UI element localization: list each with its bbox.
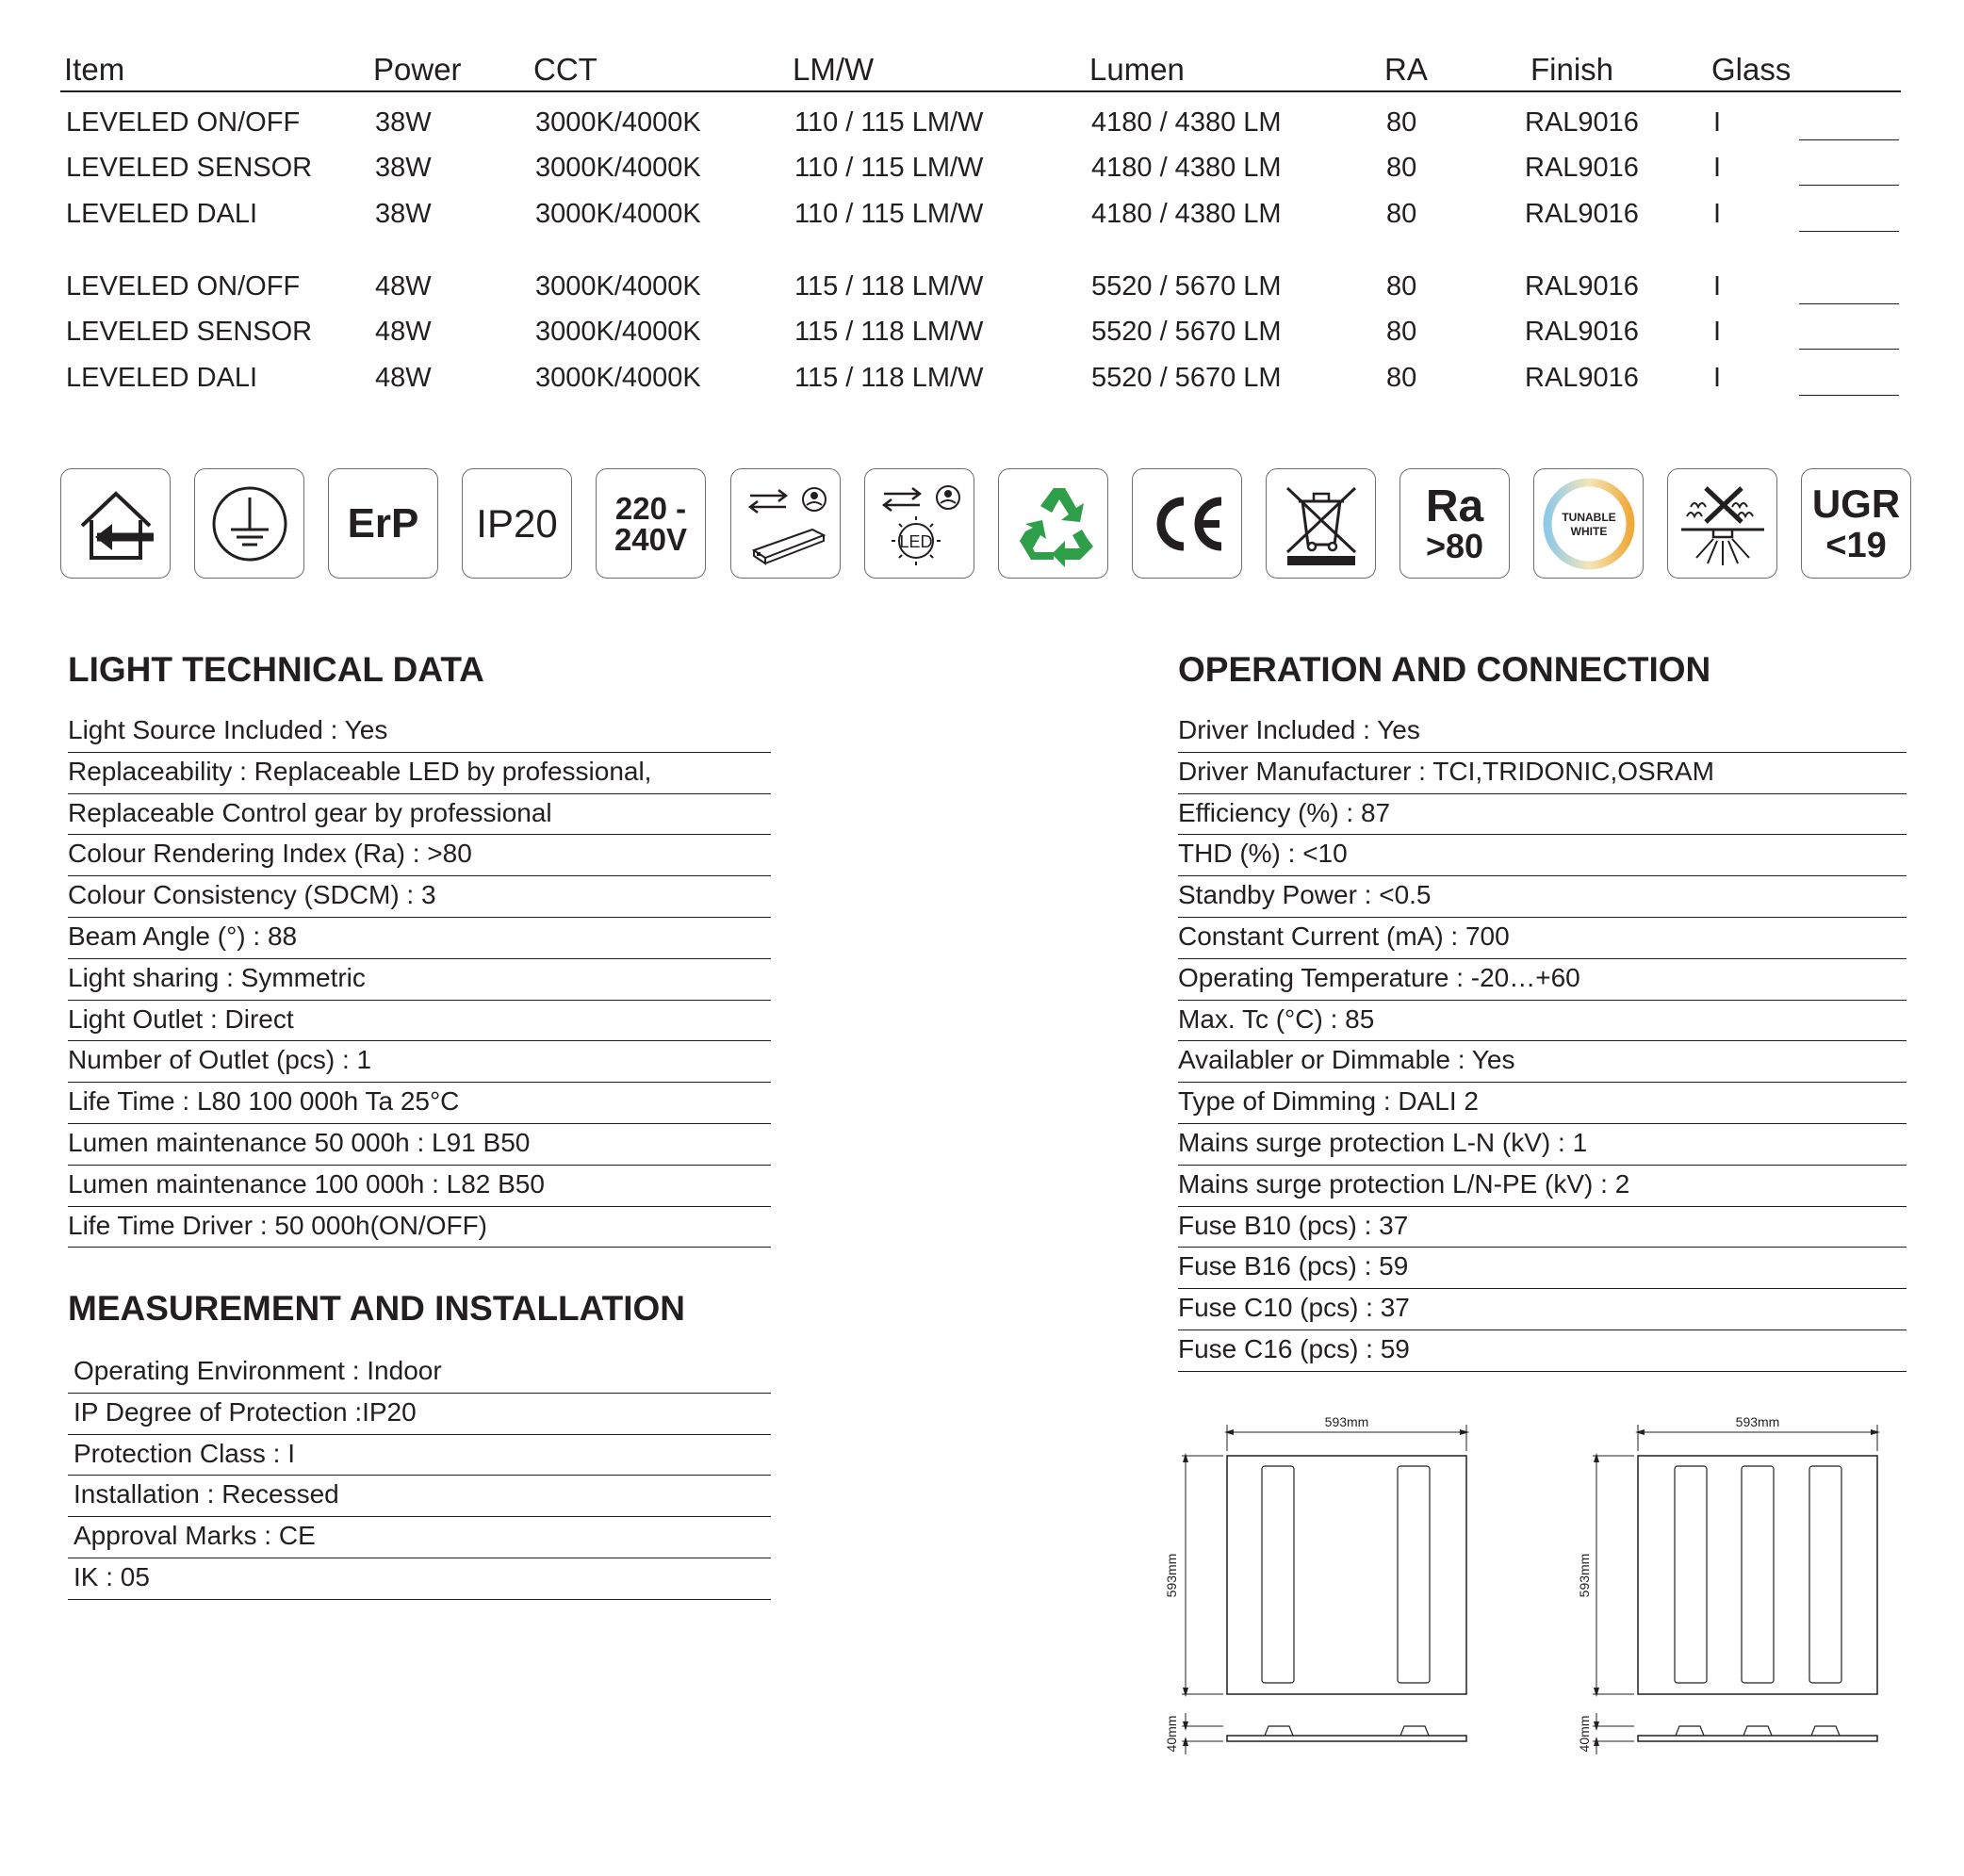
list-item: Beam Angle (°) : 88: [68, 918, 771, 959]
recycle-icon: [998, 468, 1108, 579]
glass-blank-line: [1799, 139, 1899, 140]
cell-ra: 80: [1386, 363, 1417, 393]
cell-ra: 80: [1386, 107, 1417, 138]
list-item: Mains surge protection L/N-PE (kV) : 2: [1178, 1166, 1907, 1207]
width-label: 593mm: [1324, 1414, 1369, 1429]
cell-ra: 80: [1386, 271, 1417, 302]
cell-cct: 3000K/4000K: [535, 199, 701, 229]
cell-lumen: 5520 / 5670 LM: [1091, 363, 1282, 393]
voltage-icon: [596, 468, 706, 579]
cell-cct: 3000K/4000K: [535, 363, 701, 393]
list-item: Fuse B10 (pcs) : 37: [1178, 1207, 1907, 1248]
col-header-item: Item: [64, 52, 125, 87]
table-row: [60, 271, 1901, 309]
dimension-drawing-2-strip: [1164, 1404, 1478, 1786]
width-label: 593mm: [1735, 1414, 1780, 1429]
list-item: THD (%) : <10: [1178, 835, 1907, 876]
list-item: Installation : Recessed: [68, 1476, 771, 1517]
cell-lumen: 4180 / 4380 LM: [1091, 199, 1282, 229]
list-item: Colour Rendering Index (Ra) : >80: [68, 835, 771, 876]
cell-item: LEVELED ON/OFF: [66, 107, 301, 138]
no-insulation-cover-icon: [1667, 468, 1777, 579]
ip20-icon: [462, 468, 572, 579]
cell-lmw: 110 / 115 LM/W: [794, 107, 984, 138]
col-header-finish: Finish: [1530, 52, 1614, 87]
list-item: Mains surge protection L-N (kV) : 1: [1178, 1124, 1907, 1166]
table-row: [60, 153, 1901, 190]
list-item: Efficiency (%) : 87: [1178, 794, 1907, 836]
list-item: Operating Environment : Indoor: [68, 1352, 771, 1394]
table-row: [60, 317, 1901, 354]
light-technical-title: LIGHT TECHNICAL DATA: [68, 650, 484, 689]
cell-lmw: 110 / 115 LM/W: [794, 153, 984, 183]
list-item: Lumen maintenance 50 000h : L91 B50: [68, 1124, 771, 1166]
list-item: IP Degree of Protection :IP20: [68, 1394, 771, 1435]
cell-ra: 80: [1386, 317, 1417, 347]
col-header-power: Power: [373, 52, 462, 87]
list-item: Standby Power : <0.5: [1178, 876, 1907, 918]
list-item: Protection Class : I: [68, 1435, 771, 1476]
erp-icon: [328, 468, 438, 579]
ra-icon: [1399, 468, 1510, 579]
cell-lumen: 4180 / 4380 LM: [1091, 153, 1282, 183]
list-item: Light Outlet : Direct: [68, 1001, 771, 1042]
ra-line2: >80: [1425, 526, 1484, 565]
list-item: Number of Outlet (pcs) : 1: [68, 1041, 771, 1083]
list-item: Life Time : L80 100 000h Ta 25°C: [68, 1083, 771, 1124]
list-item: Approval Marks : CE: [68, 1517, 771, 1558]
list-item: Operating Temperature : -20…+60: [1178, 959, 1907, 1001]
ra-line1: Ra: [1425, 481, 1484, 531]
cell-item: LEVELED SENSOR: [66, 317, 313, 347]
cell-cct: 3000K/4000K: [535, 153, 701, 183]
list-item: Fuse B16 (pcs) : 59: [1178, 1248, 1907, 1289]
cell-item: LEVELED DALI: [66, 199, 258, 229]
operation-title: OPERATION AND CONNECTION: [1178, 650, 1711, 689]
cell-glass: I: [1713, 153, 1722, 183]
certification-icons: [60, 468, 1917, 581]
cell-lmw: 115 / 118 LM/W: [794, 271, 984, 302]
ugr-line2: <19: [1825, 525, 1887, 565]
glass-blank-line: [1799, 349, 1899, 350]
list-item: Max. Tc (°C) : 85: [1178, 1001, 1907, 1042]
replaceable-driver-icon: [730, 468, 841, 579]
table-row: [60, 363, 1901, 400]
ce-mark-icon: [1132, 468, 1242, 579]
cell-power: 48W: [375, 363, 432, 393]
ugr-icon: [1801, 468, 1911, 579]
cell-finish: RAL9016: [1525, 317, 1639, 347]
cell-lmw: 115 / 118 LM/W: [794, 317, 984, 347]
cell-ra: 80: [1386, 153, 1417, 183]
dimension-drawing-3-strip: [1579, 1404, 1890, 1786]
list-item: Fuse C10 (pcs) : 37: [1178, 1289, 1907, 1330]
col-header-lumen: Lumen: [1089, 52, 1185, 87]
list-item: Type of Dimming : DALI 2: [1178, 1083, 1907, 1124]
list-item: Life Time Driver : 50 000h(ON/OFF): [68, 1207, 771, 1248]
height-label: 593mm: [1164, 1553, 1179, 1598]
led-text: LED: [898, 531, 933, 551]
cell-power: 38W: [375, 107, 432, 138]
cell-lmw: 110 / 115 LM/W: [794, 199, 984, 229]
cell-cct: 3000K/4000K: [535, 107, 701, 138]
cell-item: LEVELED DALI: [66, 363, 258, 393]
cell-power: 38W: [375, 199, 432, 229]
measurement-section: [68, 1289, 771, 1591]
cell-item: LEVELED SENSOR: [66, 153, 313, 183]
tunable-white-icon: [1533, 468, 1644, 579]
glass-blank-line: [1799, 231, 1899, 232]
cell-finish: RAL9016: [1525, 363, 1639, 393]
list-item: Lumen maintenance 100 000h : L82 B50: [68, 1166, 771, 1207]
cell-glass: I: [1713, 317, 1722, 347]
cell-power: 38W: [375, 153, 432, 183]
weee-bin-icon: [1266, 468, 1376, 579]
list-item: Replaceability : Replaceable LED by professional,: [68, 753, 771, 794]
indoor-house-icon: [60, 468, 171, 579]
measurement-title: MEASUREMENT AND INSTALLATION: [68, 1289, 685, 1328]
tunable-line2: WHITE: [1570, 524, 1607, 538]
cell-lumen: 5520 / 5670 LM: [1091, 317, 1282, 347]
light-technical-section: [68, 650, 771, 1240]
col-header-lmw: LM/W: [793, 52, 875, 87]
cell-lumen: 4180 / 4380 LM: [1091, 107, 1282, 138]
voltage-line1: 220 -: [614, 490, 687, 526]
list-item: IK : 05: [68, 1558, 771, 1600]
cell-ra: 80: [1386, 199, 1417, 229]
operation-section: [1178, 650, 1907, 1363]
glass-blank-line: [1799, 185, 1899, 186]
cell-finish: RAL9016: [1525, 271, 1639, 302]
table-row: [60, 107, 1901, 145]
list-item: Availabler or Dimmable : Yes: [1178, 1041, 1907, 1083]
cell-power: 48W: [375, 317, 432, 347]
cell-cct: 3000K/4000K: [535, 317, 701, 347]
erp-text: ErP: [347, 499, 419, 546]
list-item: Fuse C16 (pcs) : 59: [1178, 1330, 1907, 1372]
cell-power: 48W: [375, 271, 432, 302]
list-item: Driver Included : Yes: [1178, 711, 1907, 753]
depth-label: 40mm: [1577, 1715, 1592, 1753]
voltage-line2: 240V: [614, 521, 688, 557]
glass-blank-line: [1799, 303, 1899, 304]
header-divider: [60, 90, 1901, 92]
ugr-line1: UGR: [1811, 481, 1901, 526]
cell-cct: 3000K/4000K: [535, 271, 701, 302]
cell-glass: I: [1713, 107, 1722, 138]
cell-lmw: 115 / 118 LM/W: [794, 363, 984, 393]
cell-finish: RAL9016: [1525, 199, 1639, 229]
col-header-cct: CCT: [533, 52, 597, 87]
cell-glass: I: [1713, 271, 1722, 302]
list-item: Constant Current (mA) : 700: [1178, 918, 1907, 959]
cell-finish: RAL9016: [1525, 107, 1639, 138]
depth-label: 40mm: [1164, 1715, 1179, 1753]
cell-finish: RAL9016: [1525, 153, 1639, 183]
height-label: 593mm: [1577, 1553, 1592, 1598]
col-header-glass: Glass: [1711, 52, 1792, 87]
list-item: Colour Consistency (SDCM) : 3: [68, 876, 771, 918]
earth-ground-icon: [194, 468, 304, 579]
list-item: Light Source Included : Yes: [68, 711, 771, 753]
cell-lumen: 5520 / 5670 LM: [1091, 271, 1282, 302]
tunable-line1: TUNABLE: [1561, 510, 1616, 524]
col-header-ra: RA: [1384, 52, 1428, 87]
cell-glass: I: [1713, 199, 1722, 229]
replaceable-led-icon: [864, 468, 974, 579]
cell-glass: I: [1713, 363, 1722, 393]
cell-item: LEVELED ON/OFF: [66, 271, 301, 302]
list-item: Driver Manufacturer : TCI,TRIDONIC,OSRAM: [1178, 753, 1907, 794]
table-row: [60, 199, 1901, 237]
ip20-text: IP20: [476, 500, 558, 546]
list-item: Light sharing : Symmetric: [68, 959, 771, 1001]
list-item: Replaceable Control gear by professional: [68, 794, 771, 836]
glass-blank-line: [1799, 395, 1899, 396]
